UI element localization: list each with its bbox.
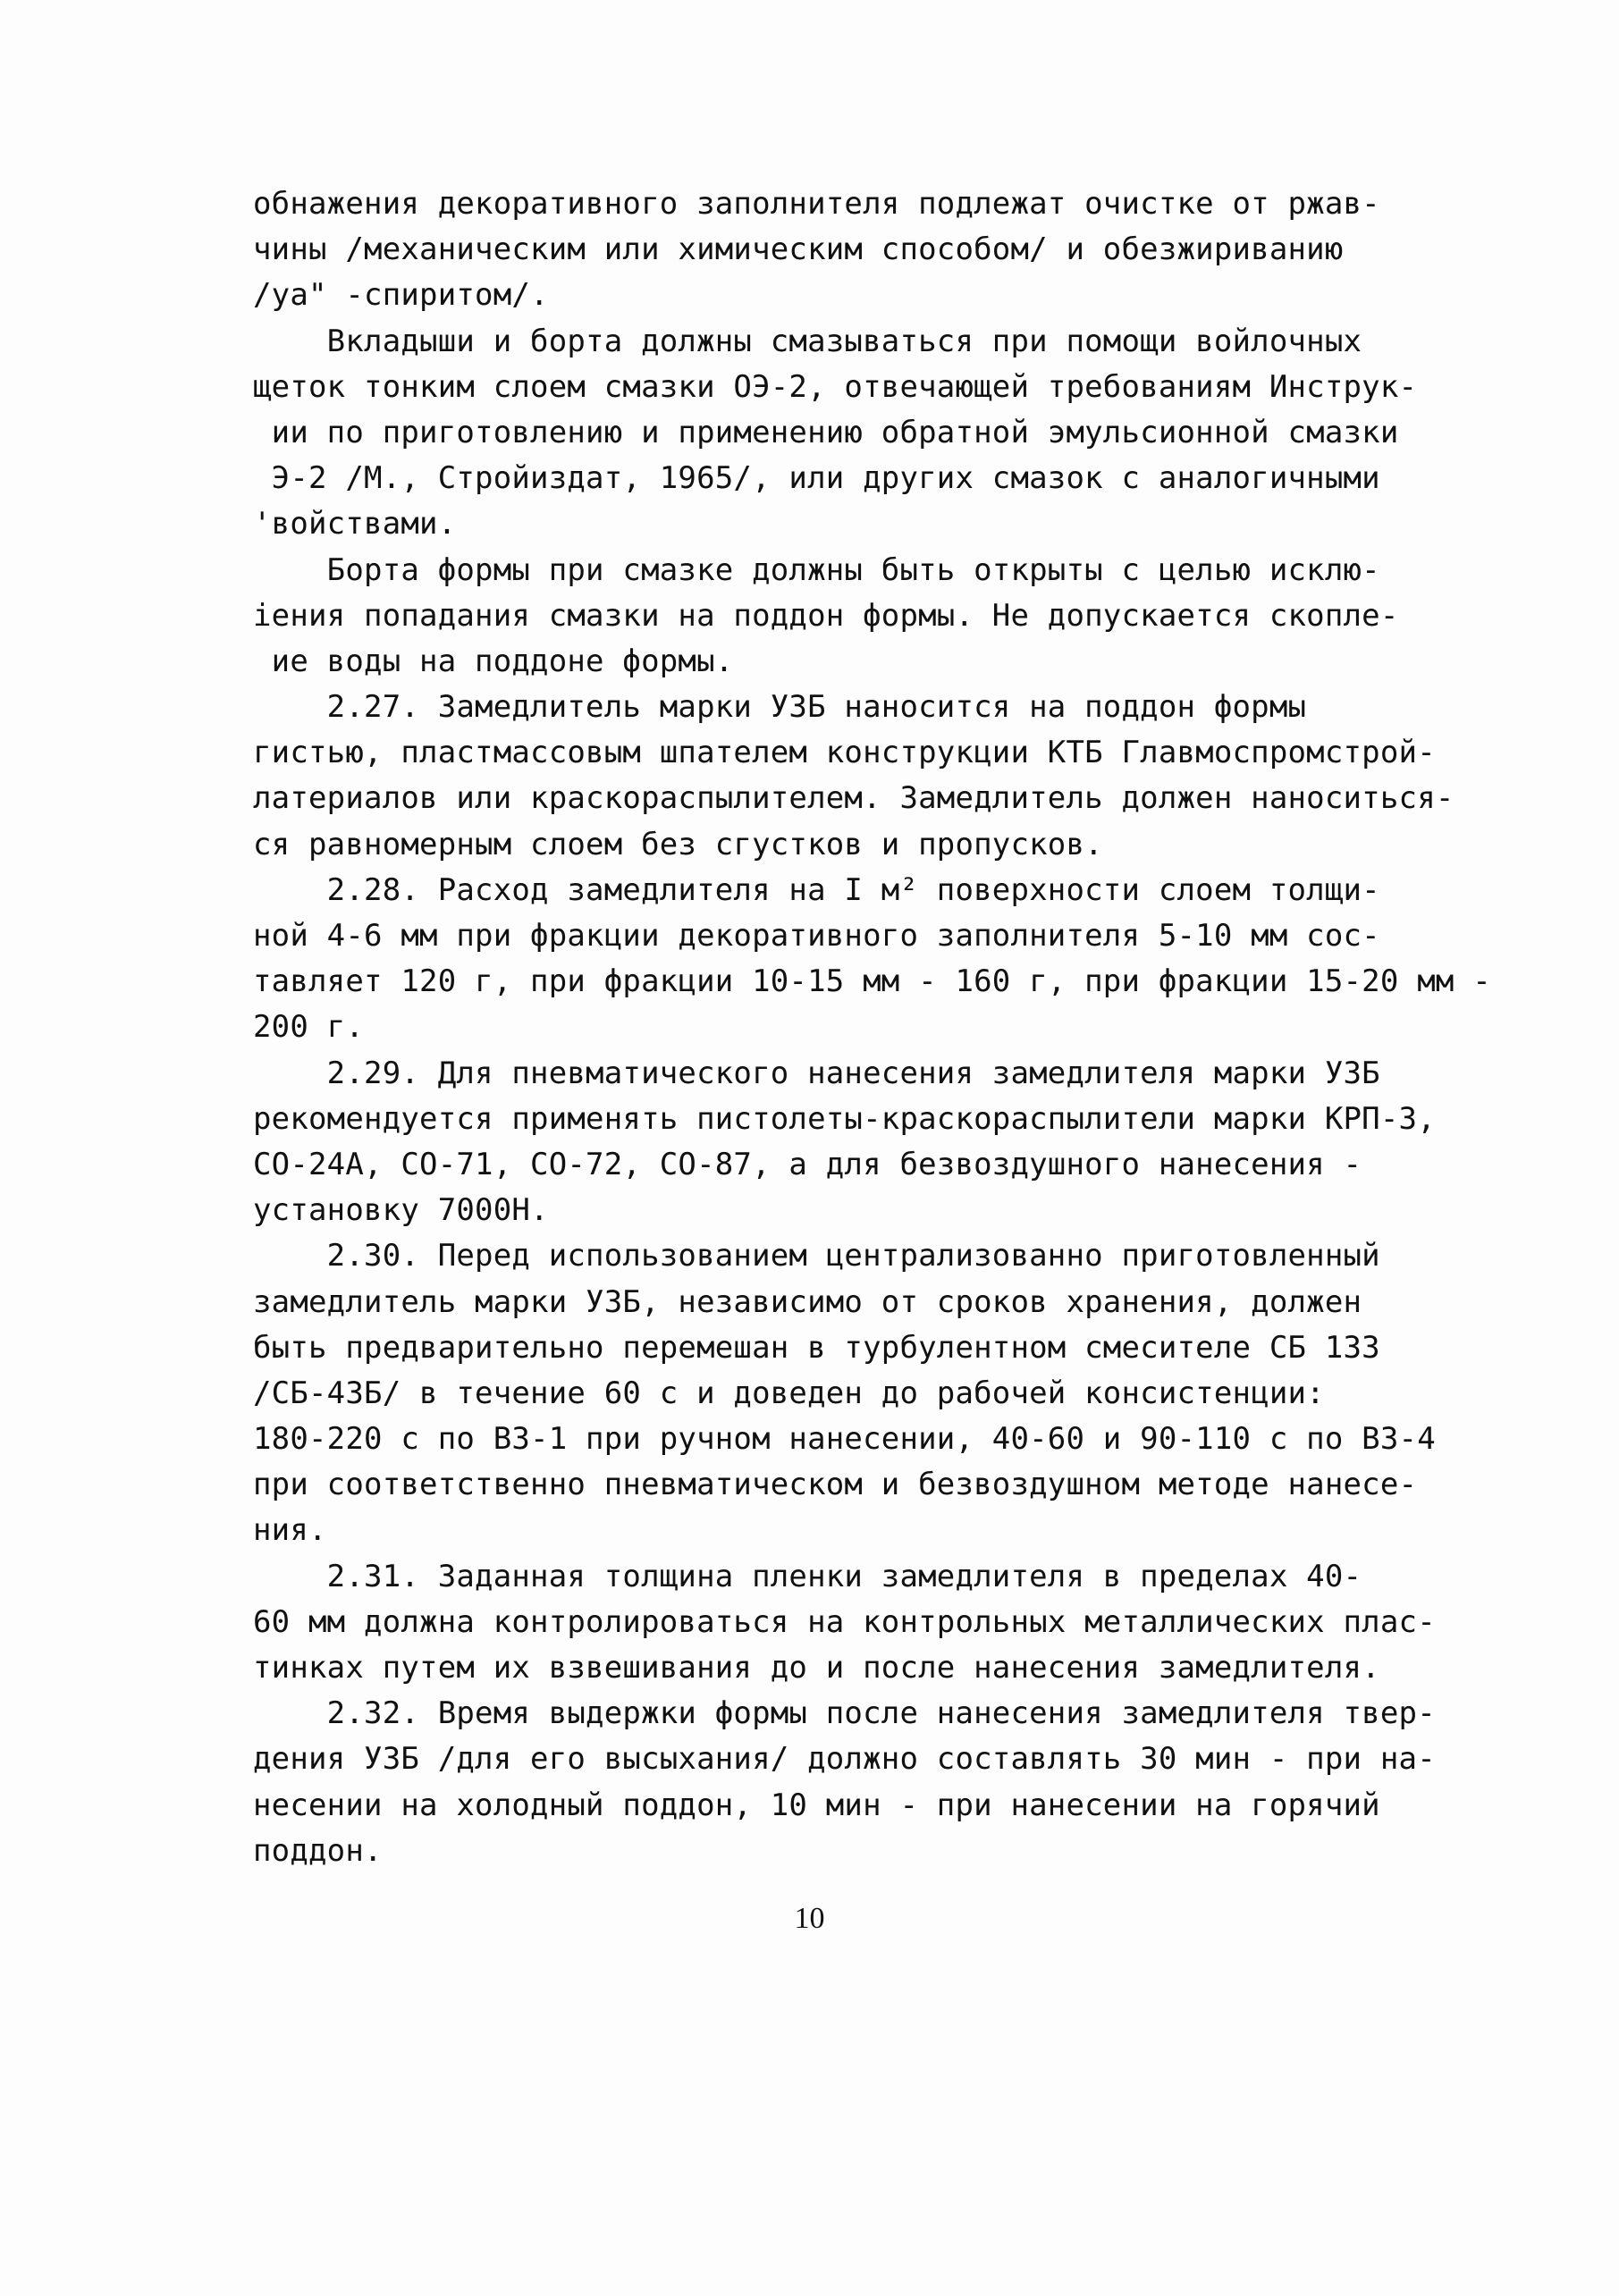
- text-line: латериалов или краскораспылителем. Замедлитель должен наноситься-: [253, 780, 1455, 817]
- text-line: дения УЗБ /для его высыхания/ должно составлять 30 мин - при на-: [253, 1741, 1436, 1778]
- text-line: СО-24А, СО-71, СО-72, СО-87, а для безвоздушного нанесения -: [253, 1146, 1362, 1182]
- text-line: Борта формы при смазке должны быть открыты с целью исклю-: [253, 551, 1380, 588]
- text-line: тинках путем их взвешивания до и после нанесения замедлителя.: [253, 1650, 1380, 1686]
- text-line: установку 7000Н.: [253, 1192, 549, 1229]
- text-line: Вкладыши и борта должны смазываться при помощи войлочных: [253, 323, 1362, 359]
- text-line: 2.32. Время выдержки формы после нанесения замедлителя твер-: [253, 1695, 1436, 1732]
- text-line: іения попадания смазки на поддон формы. Не допускается скопле-: [253, 597, 1399, 634]
- text-line: 2.31. Заданная толщина пленки замедлителя в пределах 40-: [253, 1558, 1362, 1594]
- text-line: Э-2 /М., Стройиздат, 1965/, или других смазок с аналогичными: [253, 460, 1380, 497]
- text-line: быть предварительно перемешан в турбулентном смесителе СБ 133: [253, 1329, 1380, 1366]
- page-number: 10: [794, 1902, 825, 1935]
- text-line: ии по приготовлению и применению обратной эмульсионной смазки: [253, 414, 1399, 450]
- text-line: несении на холодный поддон, 10 мин - при нанесении на горячий: [253, 1787, 1380, 1823]
- text-line: 'войствами.: [253, 506, 457, 542]
- text-line: тавляет 120 г, при фракции 10-15 мм - 160 г, при фракции 15-20 мм -: [253, 963, 1491, 1000]
- text-line: 2.29. Для пневматического нанесения замедлителя марки УЗБ: [253, 1055, 1380, 1091]
- text-line: рекомендуется применять пистолеты-краскораспылители марки КРП-3,: [253, 1100, 1436, 1137]
- text-line: /уа" -спиритом/.: [253, 277, 549, 314]
- text-line: 2.28. Расход замедлителя на I м² поверхности слоем толщи-: [253, 871, 1380, 908]
- text-line: 2.30. Перед использованием централизованно приготовленный: [253, 1238, 1380, 1274]
- text-line: обнажения декоративного заполнителя подлежат очистке от ржав-: [253, 186, 1380, 222]
- text-line: чины /механическим или химическим способом/ и обезжириванию: [253, 231, 1344, 268]
- text-line: гистью, пластмассовым шпателем конструкции КТБ Главмоспромстрой-: [253, 735, 1436, 771]
- text-line: 60 мм должна контролироваться на контрольных металлических плас-: [253, 1603, 1436, 1640]
- text-line: поддон.: [253, 1832, 383, 1869]
- text-line: 200 г.: [253, 1009, 365, 1046]
- text-line: 180-220 с по ВЗ-1 при ручном нанесении, 40-60 и 90-110 с по ВЗ-4: [253, 1421, 1436, 1458]
- text-line: ся равномерным слоем без сгустков и пропусков.: [253, 826, 1103, 862]
- text-line: щеток тонким слоем смазки ОЭ-2, отвечающей требованиям Инструк-: [253, 368, 1418, 405]
- body-text: [253, 181, 1491, 1874]
- text-line: при соответственно пневматическом и безвоздушном методе нанесе-: [253, 1467, 1418, 1503]
- text-line: 2.27. Замедлитель марки УЗБ наносится на поддон формы: [253, 689, 1307, 726]
- text-line: замедлитель марки УЗБ, независимо от сроков хранения, должен: [253, 1283, 1362, 1320]
- text-line: ие воды на поддоне формы.: [253, 643, 734, 679]
- text-line: /СБ-43Б/ в течение 60 с и доведен до рабочей консистенции:: [253, 1375, 1325, 1411]
- text-line: ной 4-6 мм при фракции декоративного заполнителя 5-10 мм сос-: [253, 918, 1380, 954]
- text-line: ния.: [253, 1512, 327, 1549]
